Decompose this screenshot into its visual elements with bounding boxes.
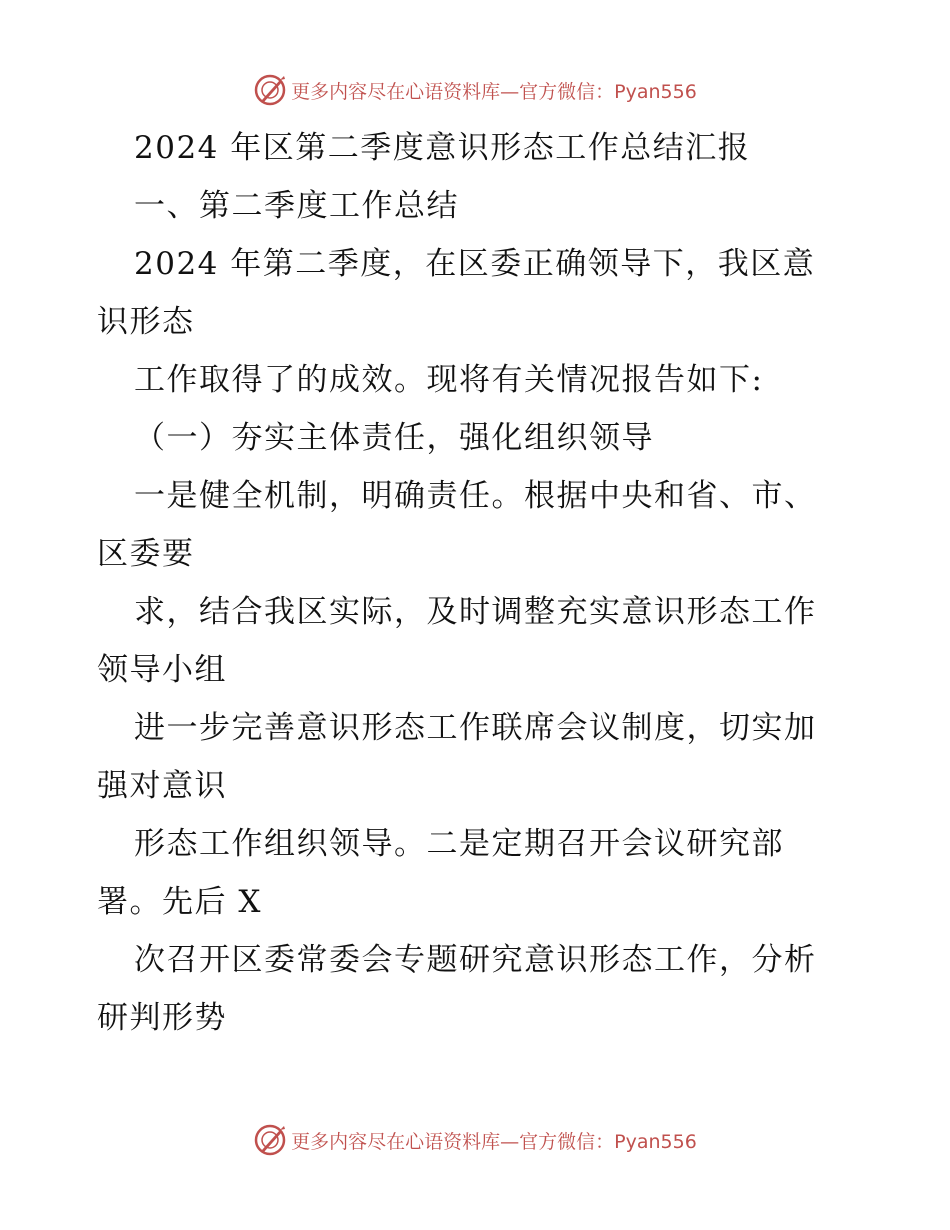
paragraph-line: 研判形势 (97, 1000, 227, 1036)
banner-text: 更多内容尽在心语资料库—官方微信：Pyan556 (291, 80, 697, 103)
paragraph-line: 领导小组 (97, 652, 227, 688)
banner-text: 更多内容尽在心语资料库—官方微信：Pyan556 (291, 1130, 697, 1153)
footer-banner (0, 1120, 950, 1160)
subsection-heading: （一）夯实主体责任，强化组织领导 (134, 420, 654, 456)
quill-logo-icon (253, 73, 287, 107)
paragraph-line: 次召开区委常委会专题研究意识形态工作，分析 (134, 942, 817, 978)
quill-logo-icon (253, 1123, 287, 1157)
paragraph-line: 区委要 (97, 536, 195, 572)
paragraph-line: 进一步完善意识形态工作联席会议制度，切实加 (134, 710, 817, 746)
paragraph-line: 2024 年第二季度，在区委正确领导下，我区意 (134, 246, 816, 282)
banner-wechat-id: Pyan556 (614, 1130, 697, 1153)
paragraph-line: 工作取得了的成效。现将有关情况报告如下: (134, 362, 764, 398)
paragraph-line: 一是健全机制，明确责任。根据中央和省、市、 (134, 478, 817, 514)
banner-wechat-id: Pyan556 (614, 80, 697, 103)
paragraph-line: 形态工作组织领导。二是定期召开会议研究部 (134, 826, 784, 862)
paragraph-line: 识形态 (97, 304, 195, 340)
document-title: 2024 年区第二季度意识形态工作总结汇报 (134, 130, 751, 166)
paragraph-line: 求，结合我区实际，及时调整充实意识形态工作 (134, 594, 817, 630)
paragraph-line: 署。先后 X (97, 884, 262, 920)
section-heading: 一、第二季度工作总结 (134, 188, 459, 224)
header-banner (0, 70, 950, 110)
paragraph-line: 强对意识 (97, 768, 227, 804)
